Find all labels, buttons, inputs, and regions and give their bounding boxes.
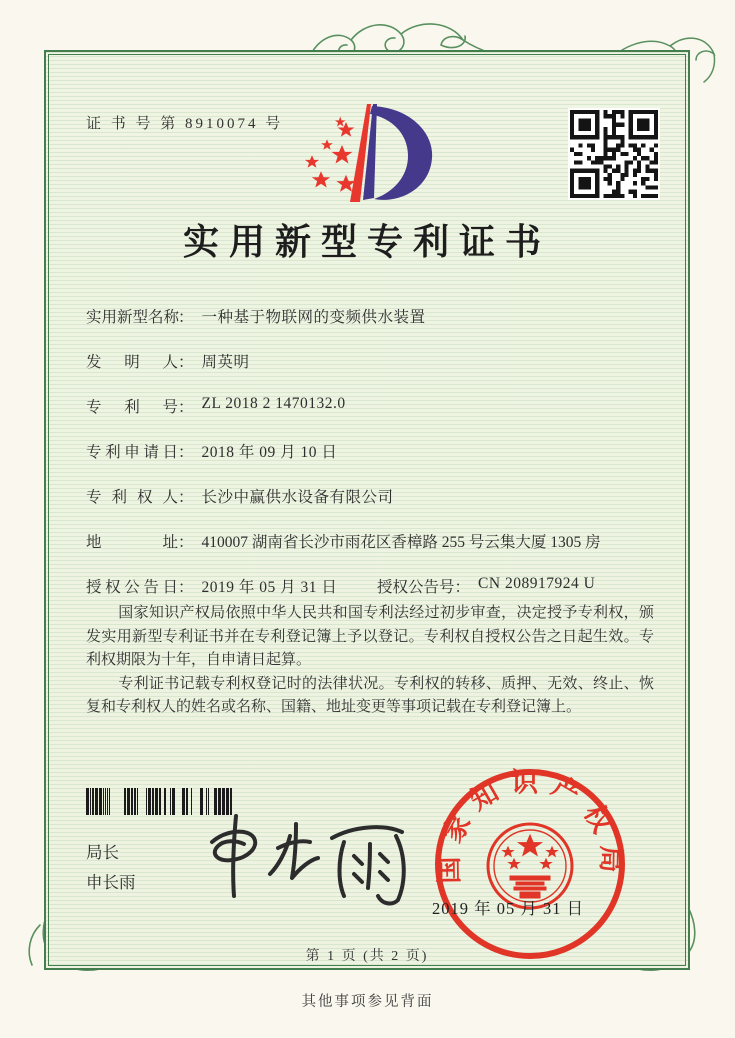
field-value: ZL 2018 2 1470132.0 (201, 395, 346, 412)
field-label: 实用新型名称 (86, 309, 180, 326)
field-label: 专利号 (86, 399, 178, 416)
certificate-number: 证 书 号 第 8910074 号 (86, 116, 284, 132)
field-separator: ： (178, 444, 194, 461)
signer-block (86, 838, 136, 898)
field-label: 地址 (86, 534, 178, 551)
back-side-note: 其他事项参见背面 (301, 994, 434, 1010)
field-value: 周英明 (201, 354, 250, 371)
field-separator: ： (178, 309, 194, 326)
field-separator: ： (178, 579, 194, 596)
field-label: 发明人 (86, 354, 178, 371)
signer-name: 申长雨 (86, 873, 136, 892)
field-separator: ： (178, 354, 194, 371)
field-label: 授权公告号 (377, 579, 455, 596)
legal-paragraph-2: 专利证书记载专利权登记时的法律状况。专利权的转移、质押、无效、终止、恢复和专利权人的姓名或名称、国籍、地址变更等事项记载在专利登记簿上。 (86, 675, 654, 715)
page-number: 第 1 页 (共 2 页) (305, 949, 429, 964)
field-row-address (86, 530, 658, 575)
field-row-patent-no (86, 395, 658, 440)
seal-text: 国家知识产权局 (433, 767, 627, 884)
field-list (86, 305, 658, 620)
field-value: 2018 年 09 月 10 日 (201, 444, 338, 461)
field-separator: ： (178, 399, 194, 416)
legal-paragraph-1: 国家知识产权局依照中华人民共和国专利法经过初步审查，决定授予专利权，颁发实用新型专利证书并在专利登记簿上予以登记。专利权自授权公告之日起生效。专利权期限为十年，自申请日起算。 (86, 605, 654, 668)
seal-date: 2019 年 05 月 31 日 (432, 899, 585, 918)
field-separator: ： (178, 489, 194, 506)
cnipa-patent-logo-icon (294, 100, 444, 208)
field-row-filing-date (86, 440, 658, 485)
field-row-patentee (86, 485, 658, 530)
field-label: 专利申请日 (86, 444, 178, 461)
legal-text (86, 602, 654, 720)
certificate-frame (44, 50, 690, 970)
certificate-title: 实用新型专利证书 (182, 222, 551, 262)
field-value: 410007 湖南省长沙市雨花区香樟路 255 号云集大厦 1305 房 (201, 534, 601, 551)
field-separator: ： (178, 534, 194, 551)
signer-title: 局长 (86, 843, 119, 862)
svg-text:国家知识产权局 (434, 767, 627, 883)
field-separator: ： (454, 579, 471, 596)
field-value: 一种基于物联网的变频供水装置 (201, 309, 426, 326)
field-row-inventor (86, 350, 658, 395)
field-grant-number (377, 575, 595, 597)
field-value: CN 208917924 U (478, 575, 596, 592)
field-label: 授权公告日 (86, 579, 178, 596)
field-row-name (86, 305, 658, 350)
cnipa-official-seal (428, 762, 633, 967)
field-label: 专利权人 (86, 489, 178, 506)
director-signature (174, 808, 419, 913)
qr-code (568, 108, 660, 200)
field-value: 长沙中赢供水设备有限公司 (201, 489, 394, 506)
field-value: 2019 年 05 月 31 日 (201, 579, 338, 596)
